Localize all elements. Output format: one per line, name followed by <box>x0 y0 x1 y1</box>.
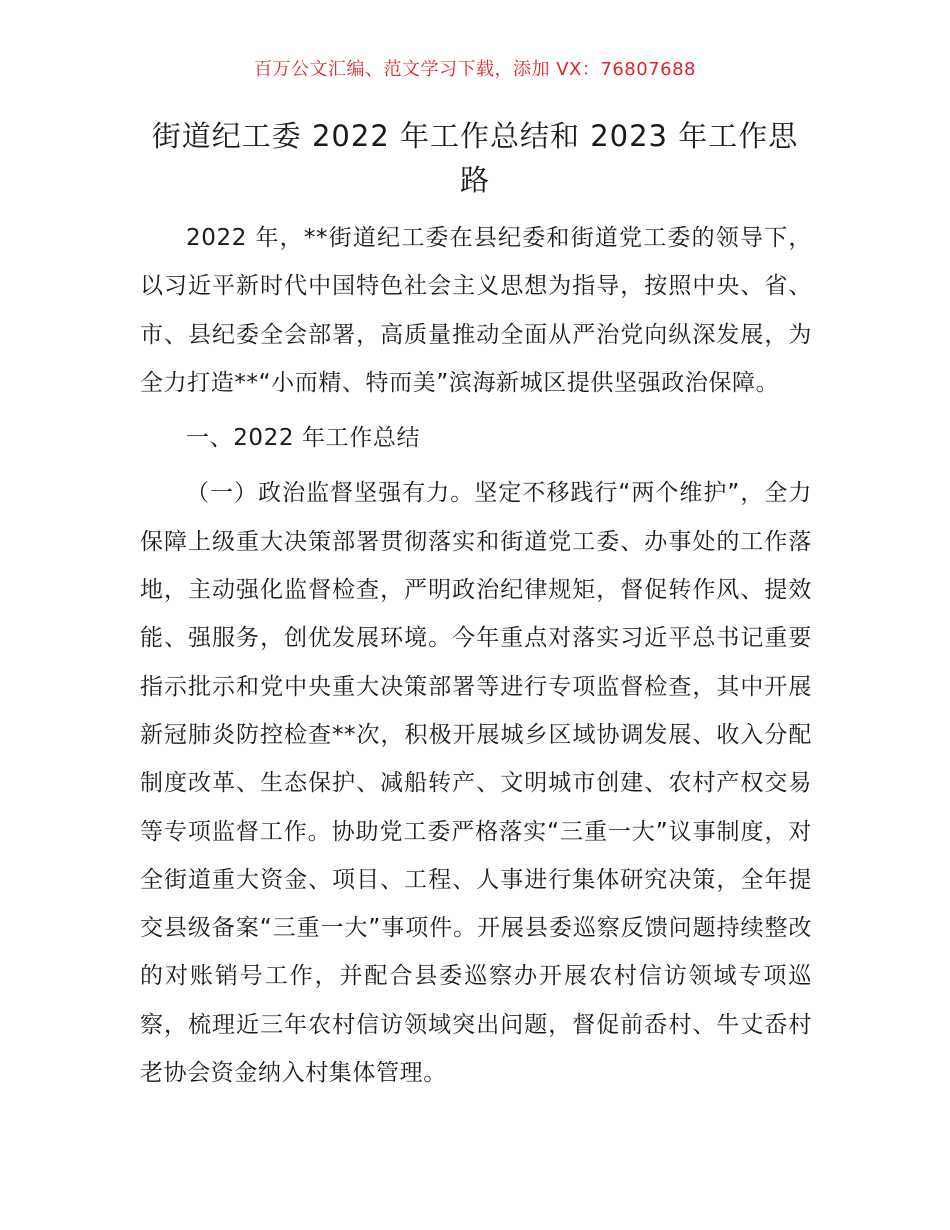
section-heading: 一、2022 年工作总结 <box>186 425 421 452</box>
intro-paragraph: 2022 年，**街道纪工委在县纪委和街道党工委的领导下，以习近平新时代中国特色社会主义思想为指导，按照中央、省、市、县纪委全会部署，高质量推动全面从严治党向纵深发展，为全力打造**“小而精、特而美”滨海新城区提供坚强政治保障。 <box>140 225 812 396</box>
section-paragraph: （一）政治监督坚强有力。坚定不移践行“两个维护”，全力保障上级重大决策部署贯彻落实和街道党工委、办事处的工作落地，主动强化监督检查，严明政治纪律规矩，督促转作风、提效能、强服务，创优发展环境。今年重点对落实习近平总书记重要指示批示和党中央重大决策部署等进行专项监督检查，其中开展新冠肺炎防控检查**次，积极开展城乡区域协调发展、收入分配制度改革、生态保护、减船转产、文明城市创建、农村产权交易等专项监督工作。协助党工委严格落实“三重一大”议事制度，对全街道重大资金、项目、工程、人事进行集体研究决策，全年提交县级备案“三重一大”事项件。开展县委巡察反馈问题持续整改的对账销号工作，并配合县委巡察办开展农村信访领域专项巡察，梳理近三年农村信访领域突出问题，督促前岙村、牛丈岙村老协会资金纳入村集体管理。 <box>140 480 812 1087</box>
document-title: 街道纪工委 2022 年工作总结和 2023 年工作思路 <box>151 119 799 197</box>
document-body <box>140 214 812 1097</box>
header-watermark-note: 百万公文汇编、范文学习下载，添加 VX：76807688 <box>254 59 696 80</box>
